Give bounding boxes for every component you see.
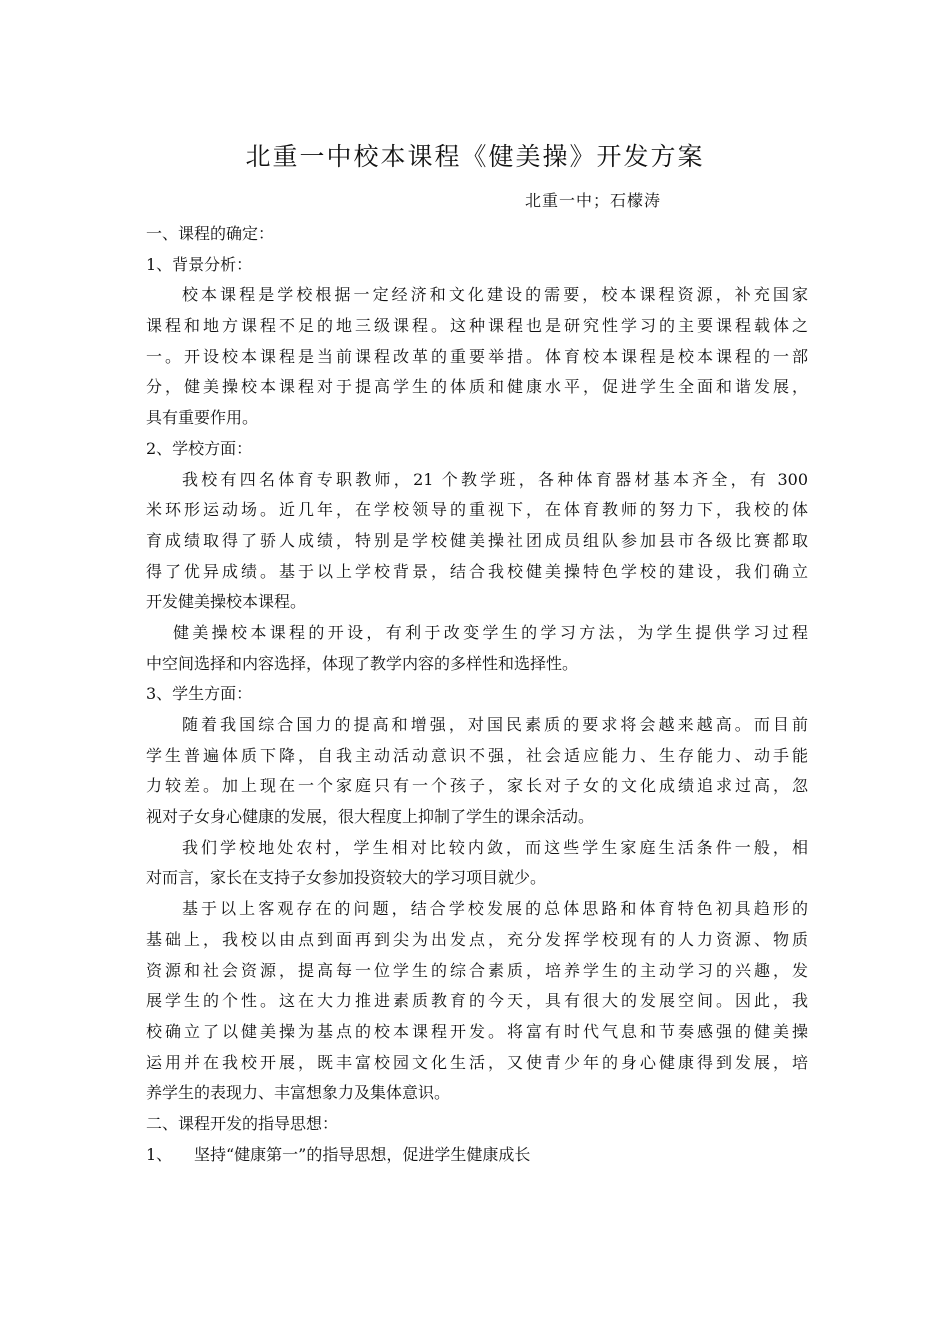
paragraph-line: 健美操校本课程的开设，有利于改变学生的学习方法，为学生提供学习过程 [173, 622, 808, 642]
paragraph-line: 课程和地方课程不足的地三级课程。这种课程也是研究性学习的主要课程载体之 [146, 316, 808, 336]
subsection-heading: 2、学校方面： [146, 438, 253, 458]
paragraph-line: 基础上，我校以由点到面再到尖为出发点，充分发挥学校现有的人力资源、物质 [146, 929, 808, 949]
paragraph-line: 随着我国综合国力的提高和增强，对国民素质的要求将会越来越高。而目前 [182, 715, 808, 734]
paragraph-line: 力较差。加上现在一个家庭只有一个孩子，家长对子女的文化成绩追求过高，忽 [146, 776, 808, 796]
subsection-heading: 1、背景分析： [146, 254, 253, 274]
paragraph-line: 校本课程是学校根据一定经济和文化建设的需要，校本课程资源，补充国家 [182, 285, 808, 305]
paragraph-line: 中空间选择和内容选择，体现了教学内容的多样性和选择性。 [146, 653, 579, 673]
paragraph-line: 运用并在我校开展，既丰富校园文化生活，又使青少年的身心健康得到发展，培 [146, 1052, 808, 1072]
paragraph-line: 我们学校地处农村，学生相对比较内敛，而这些学生家庭生活条件一般，相 [182, 837, 808, 857]
paragraph-line: 基于以上客观存在的问题，结合学校发展的总体思路和体育特色初具趋形的 [182, 899, 808, 919]
paragraph-line: 米环形运动场。近几年，在学校领导的重视下，在体育教师的努力下，我校的体 [146, 500, 808, 520]
paragraph-line: 养学生的表现力、丰富想象力及集体意识。 [146, 1083, 451, 1103]
paragraph-line: 资源和社会资源，提高每一位学生的综合素质，培养学生的主动学习的兴趣，发 [146, 960, 808, 980]
section-heading: 二、课程开发的指导思想： [146, 1113, 339, 1133]
paragraph-line: 校确立了以健美操为基点的校本课程开发。将富有时代气息和节奏感强的健美操 [146, 1021, 808, 1041]
subsection-heading: 3、学生方面： [146, 684, 253, 704]
paragraph-line: 视对子女身心健康的发展，很大程度上抑制了学生的课余活动。 [146, 807, 595, 827]
document-body [146, 219, 808, 1170]
paragraph-line: 对而言，家长在支持子女参加投资较大的学习项目就少。 [146, 868, 547, 888]
paragraph-line: 得了优异成绩。基于以上学校背景，结合我校健美操特色学校的建设，我们确立 [146, 561, 808, 581]
item-text: 坚持“健康第一”的指导思想，促进学生健康成长 [194, 1144, 531, 1164]
paragraph-line: 一。开设校本课程是当前课程改革的重要举措。体育校本课程是校本课程的一部 [146, 346, 808, 366]
document-title: 北重一中校本课程《健美操》开发方案 [245, 142, 705, 171]
paragraph-line: 分，健美操校本课程对于提高学生的体质和健康水平，促进学生全面和谐发展， [146, 377, 808, 397]
item-number: 1、 [146, 1144, 173, 1164]
document-author: 北重一中；石檬涛 [525, 191, 662, 210]
paragraph-line: 我校有四名体育专职教师，21 个教学班，各种体育器材基本齐全，有 300 [182, 469, 808, 489]
paragraph-line: 学生普遍体质下降，自我主动活动意识不强，社会适应能力、生存能力、动手能 [146, 745, 808, 765]
paragraph-line: 展学生的个性。这在大力推进素质教育的今天，具有很大的发展空间。因此，我 [146, 991, 808, 1011]
numbered-item [146, 1140, 808, 1171]
paragraph-line: 开发健美操校本课程。 [146, 592, 307, 612]
paragraph-line: 具有重要作用。 [146, 408, 259, 428]
section-heading: 一、课程的确定： [146, 224, 275, 243]
paragraph-line: 育成绩取得了骄人成绩，特别是学校健美操社团成员组队参加县市各级比赛都取 [146, 530, 808, 550]
